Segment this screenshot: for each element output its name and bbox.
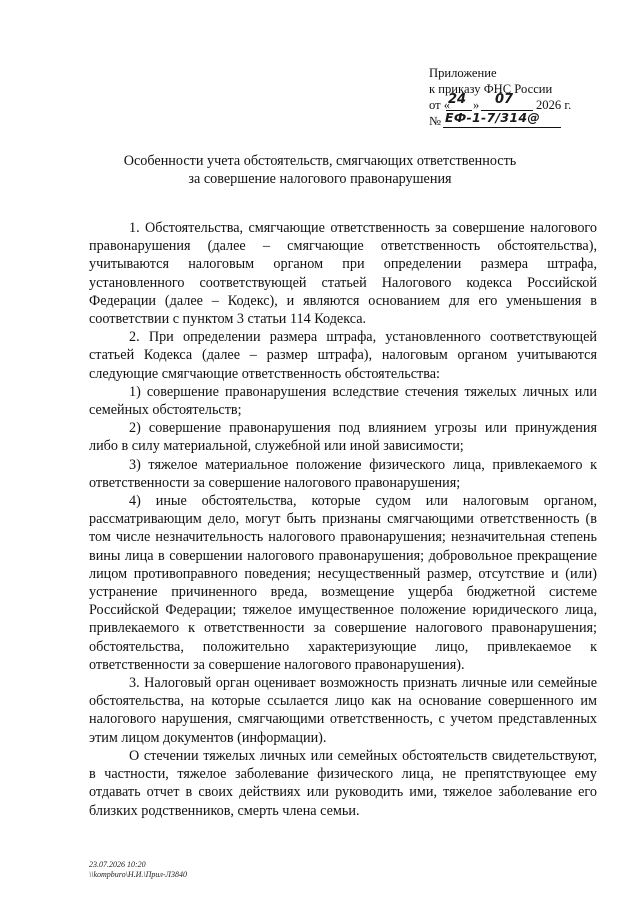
date-year: 2026 г. (536, 98, 572, 112)
order-number-handwritten: ЕФ-1-7/314@ (445, 110, 541, 125)
paragraph-2: 2. При определении размера штрафа, установленного соответствующей статьей Кодекса (далее – размер штрафа), налоговым органом учитываются следующие смягчающие ответственность обстоятельства: (89, 329, 597, 382)
file-footer (89, 860, 187, 880)
appendix-order-number (429, 110, 609, 129)
list-item-2: 2) совершение правонарушения под влиянием угрозы или принуждения либо в силу материальной, служебной или иной зависимости; (89, 420, 597, 455)
date-prefix: от « (429, 98, 451, 112)
title-line-1: Особенности учета обстоятельств, смягчающих ответственность (123, 153, 517, 169)
document-title (90, 152, 550, 188)
list-item-4: 4) иные обстоятельства, которые судом или налоговым органом, рассматривающим дело, могут быть признаны смягчающими ответственность (в том числе незначительность налогового правонарушения; незначительная степень вины лица в совершении налогового правонарушения; добровольное прекращение лицом противоправного поведения; несущественный размер, отсутствие и (или) устранение причиненного вреда, возмещение ущерба бюджетной системе Российской Федерации; тяжелое имущественное положение юридического лица, привлекаемого к ответственности за совершение налогового правонарушения; обстоятельства, положительно характеризующие лицо, привлекаемое к ответственности за совершение налогового правонарушения). (89, 493, 597, 673)
number-prefix: № (429, 114, 442, 128)
appendix-title: Приложение (429, 66, 497, 80)
paragraph-1: 1. Обстоятельства, смягчающие ответственность за совершение налогового правонарушения (далее – смягчающие ответственность обстоятельства), учитываются налоговым органом при определении размера штрафа, установленного соответствующей статьей Налогового кодекса Российской Федерации (далее – Кодекс), и являются основанием для его уменьшения в соответствии с пунктом 3 статьи 114 Кодекса. (89, 220, 597, 328)
list-item-1: 1) совершение правонарушения вследствие стечения тяжелых личных или семейных обстоятельств; (89, 383, 597, 419)
date-month-handwritten: 07 (495, 92, 514, 107)
footer-timestamp: 23.07.2026 10:20 (89, 860, 146, 869)
date-mid: » (473, 98, 480, 112)
title-line-2: за совершение налогового правонарушения (188, 171, 452, 187)
footer-file-path: \\kompburo\Н.И.\Прил-Л3840 (89, 870, 187, 879)
paragraph-3: 3. Налоговый орган оценивает возможность признать личные или семейные обстоятельства, на которые ссылается лицо как на основание совершенного им налогового нарушения, смягчающими ответственность, с учетом представленных этим лицом документов (информации). (89, 675, 597, 746)
appendix-header (429, 65, 609, 129)
order-number-underline (443, 127, 561, 128)
date-day-handwritten: 24 (448, 92, 467, 107)
appendix-order-ref: к приказу ФНС России (429, 82, 553, 96)
document-body (89, 219, 597, 820)
paragraph-4: О стечении тяжелых личных или семейных обстоятельств свидетельствуют, в частности, тяжелое заболевание физического лица, не препятствующее ему отдавать отчет в своих действиях или руководить ими, тяжелое заболевание его близких родственников, смерть члена семьи. (89, 747, 597, 819)
list-item-3: 3) тяжелое материальное положение физического лица, привлекаемого к ответственности за совершение налогового правонарушения; (89, 456, 597, 491)
